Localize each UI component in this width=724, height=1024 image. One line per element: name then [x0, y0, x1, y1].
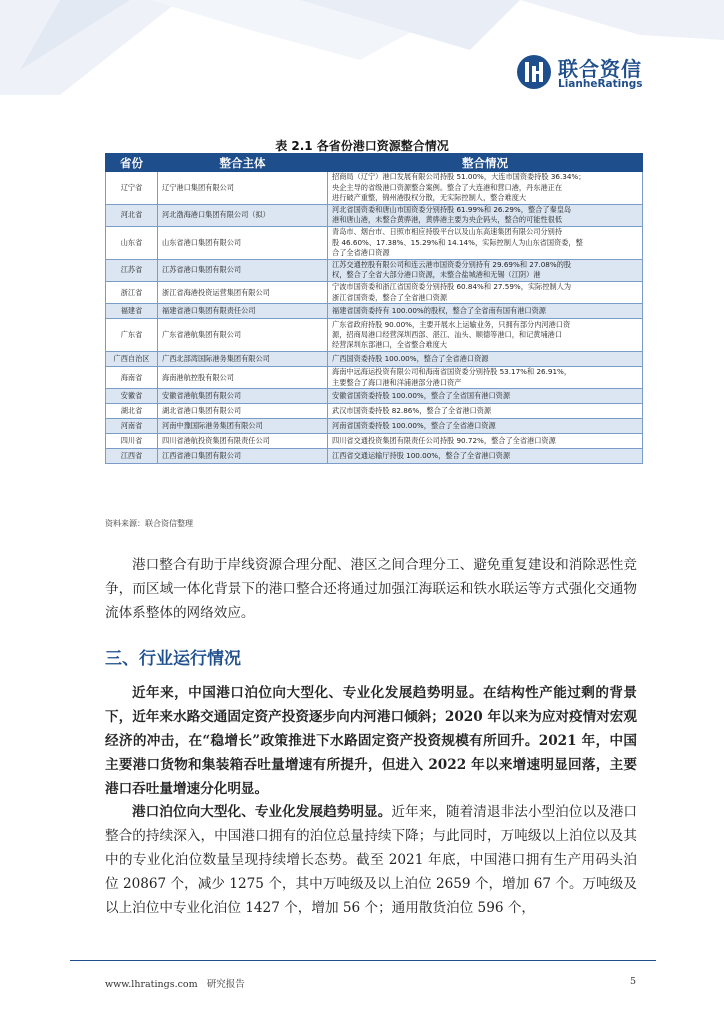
- footer-site-label: [105, 976, 245, 990]
- details-line: 广西国资委持股 100.00%，整合了全省港口资源: [332, 353, 489, 363]
- cell-province: 海南省: [106, 366, 158, 388]
- details-line: 合了全省港口资源: [332, 247, 390, 257]
- table-source-note: 资料来源：联合资信整理: [105, 519, 193, 528]
- details-line: 安徽省国资委持股 100.00%，整合了全省国有港口资源: [332, 391, 511, 401]
- cell-entity: 广西北部湾国际港务集团有限公司: [158, 351, 328, 366]
- cell-details: [328, 172, 643, 205]
- paragraph-industry-summary: [105, 681, 637, 801]
- cell-province: 湖北省: [106, 404, 158, 419]
- table-row: [106, 404, 643, 419]
- details-line: 海南中远海运投资有限公司和海南省国资委分别持股 53.17%和 26.91%，: [332, 367, 572, 377]
- cell-province: 四川省: [106, 434, 158, 449]
- cell-details: [328, 434, 643, 449]
- details-line: 主要整合了海口港和洋浦港部分港口资产: [332, 377, 462, 387]
- table-title: 表 2.1 各省份港口资源整合情况: [275, 139, 449, 153]
- table-row: [106, 449, 643, 464]
- cell-details: [328, 259, 643, 281]
- details-line: 河北省国资委和唐山市国资委分别持股 61.99%和 26.29%，整合了秦皇岛: [332, 205, 572, 215]
- cell-province: 安徽省: [106, 389, 158, 404]
- berth-trend-lead: 港口泊位向大型化、专业化发展趋势明显。: [132, 804, 392, 820]
- cell-entity: 江苏省港口集团有限公司: [158, 259, 328, 281]
- table-row: [106, 281, 643, 303]
- cell-details: [328, 204, 643, 226]
- brand-name-en: LianheRatings: [558, 78, 643, 90]
- details-line: 权，整合了全省大部分港口资源，未整合盐城港和无锡（江阴）港: [332, 270, 541, 280]
- footer-divider: [70, 960, 656, 961]
- details-line: 青岛市、烟台市、日照市相应持股平台以及山东高速集团有限公司分别持: [332, 227, 563, 237]
- details-line: 浙江省国资委，整合了全省港口资源: [332, 292, 448, 302]
- details-line: 招商局（辽宁）港口发展有限公司持股 51.00%，大连市国资委持股 36.34%；: [332, 172, 586, 182]
- table-body: [106, 172, 643, 464]
- details-line: 源，招商局港口经营深圳西部、湛江、汕头、顺德等港口，和记黄埔港口: [332, 330, 563, 340]
- cell-entity: 河北渤海港口集团有限公司（拟）: [158, 204, 328, 226]
- details-line: 经营深圳东部港口，全省整合难度大: [332, 340, 448, 350]
- table-row: [106, 204, 643, 226]
- port-integration-table: [105, 153, 643, 464]
- cell-details: [328, 319, 643, 352]
- cell-entity: 湖北省港口集团有限公司: [158, 404, 328, 419]
- details-line: 武汉市国资委持股 82.86%，整合了全省港口资源: [332, 406, 492, 416]
- details-line: 港和唐山港，未整合黄骅港，黄骅港主要为央企码头，整合的可能性很低: [332, 215, 563, 225]
- details-line: 福建省国资委持有 100.00%的股权，整合了全省南有国有港口资源: [332, 306, 546, 316]
- cell-entity: 海南港航控股有限公司: [158, 366, 328, 388]
- cell-details: [328, 449, 643, 464]
- cell-details: [328, 304, 643, 319]
- table-row: [106, 172, 643, 205]
- cell-province: 浙江省: [106, 281, 158, 303]
- section-heading: 三、行业运行情况: [105, 649, 241, 669]
- table-row: [106, 226, 643, 259]
- cell-details: [328, 419, 643, 434]
- table-row: [106, 389, 643, 404]
- cell-province: 河南省: [106, 419, 158, 434]
- details-line: 宁波市国资委和浙江省国资委分别持股 60.84%和 27.59%，实际控制人为: [332, 282, 572, 292]
- details-line: 股 46.60%、17.38%、15.29%和 14.14%，实际控制人为山东省国资委，整: [332, 237, 583, 247]
- cell-entity: 浙江省海港投资运营集团有限公司: [158, 281, 328, 303]
- details-line: 江苏交通控股有限公司和连云港市国资委分别持有 29.69%和 27.08%的股: [332, 260, 572, 270]
- cell-province: 广东省: [106, 319, 158, 352]
- details-line: 广东省政府持股 90.00%，主要开展水上运输业务，只拥有部分内河港口资: [332, 319, 571, 329]
- cell-entity: 广东省港航集团有限公司: [158, 319, 328, 352]
- paragraph-berth-trend: [105, 800, 637, 920]
- cell-details: [328, 281, 643, 303]
- cell-entity: 河南中豫国际港务集团有限公司: [158, 419, 328, 434]
- table-header-row: [106, 154, 643, 172]
- cell-province: 福建省: [106, 304, 158, 319]
- cell-details: [328, 351, 643, 366]
- lianhe-logo-icon: [516, 54, 552, 90]
- details-line: 河南省国资委持股 100.00%，整合了全省港口资源: [332, 421, 496, 431]
- cell-province: 河北省: [106, 204, 158, 226]
- table-row: [106, 319, 643, 352]
- cell-province: 广西自治区: [106, 351, 158, 366]
- table-row: [106, 434, 643, 449]
- table-row: [106, 304, 643, 319]
- details-line: 进行破产重整，锦州港股权分散，无实际控制人，整合难度大: [332, 192, 527, 202]
- cell-province: 辽宁省: [106, 172, 158, 205]
- table-row: [106, 259, 643, 281]
- paragraph-port-integration: 港口整合有助于岸线资源合理分配、港区之间合理分工、避免重复建设和消除恶性竞争，而区域一体化背景下的港口整合还将通过加强江海联运和铁水联运等方式强化交通物流体系整体的网络效应。: [105, 557, 637, 621]
- footer-site: www.lhratings.com: [105, 979, 198, 990]
- cell-entity: 山东省港口集团有限公司: [158, 226, 328, 259]
- details-line: 江西省交通运输厅持股 100.00%，整合了全省港口资源: [332, 451, 511, 461]
- cell-entity: 辽宁港口集团有限公司: [158, 172, 328, 205]
- brand-logo: [516, 52, 706, 92]
- cell-province: 江西省: [106, 449, 158, 464]
- cell-entity: 福建省港口集团有限责任公司: [158, 304, 328, 319]
- cell-entity: 四川省港航投资集团有限责任公司: [158, 434, 328, 449]
- cell-entity: 江西省港口集团有限公司: [158, 449, 328, 464]
- page-number: 5: [630, 976, 637, 987]
- cell-details: [328, 366, 643, 388]
- table-row: [106, 366, 643, 388]
- cell-details: [328, 389, 643, 404]
- table-row: [106, 351, 643, 366]
- footer-report-label: 研究报告: [206, 979, 245, 990]
- table-row: [106, 419, 643, 434]
- berth-trend-text: 近年来，随着清退非法小型泊位以及港口整合的持续深入，中国港口拥有的泊位总量持续下降；与此同时，万吨级以上泊位以及其中的专业化泊位数量呈现持续增长态势。截至 2021 年底，中国港口拥有生产用码头泊位 20867 个，减少 1275 个，其中万吨级及以上泊位 2659 个，增加 67 个。万吨级及以上泊位中专业化泊位 1427 个，增加 56 个；通用散货泊位 596 个，: [105, 804, 638, 916]
- cell-province: 山东省: [106, 226, 158, 259]
- cell-entity: 安徽省港航集团有限公司: [158, 389, 328, 404]
- brand-name-cn: 联合资信: [558, 57, 642, 81]
- summary-bold-text: 近年来，中国港口泊位向大型化、专业化发展趋势明显。在结构性产能过剩的背景下，近年来水路交通固定资产投资逐步向内河港口倾斜；2020 年以来为应对疫情对宏观经济的冲击，在“稳增长”政策推进下水路固定资产投资规模有所回升。2021 年，中国主要港口货物和集装箱吞吐量增速有所提升，但进入 2022 年以来增速明显回落，主要港口吞吐量增速分化明显。: [105, 685, 637, 797]
- cell-province: 江苏省: [106, 259, 158, 281]
- header-province: 省份: [106, 154, 158, 172]
- details-line: 央企主导的省级港口资源整合案例。整合了大连港和营口港，丹东港正在: [332, 182, 563, 192]
- cell-details: [328, 404, 643, 419]
- header-entity: 整合主体: [158, 154, 328, 172]
- header-details: 整合情况: [328, 154, 643, 172]
- cell-details: [328, 226, 643, 259]
- details-line: 四川省交通投资集团有限责任公司持股 90.72%，整合了全省港口资源: [332, 436, 556, 446]
